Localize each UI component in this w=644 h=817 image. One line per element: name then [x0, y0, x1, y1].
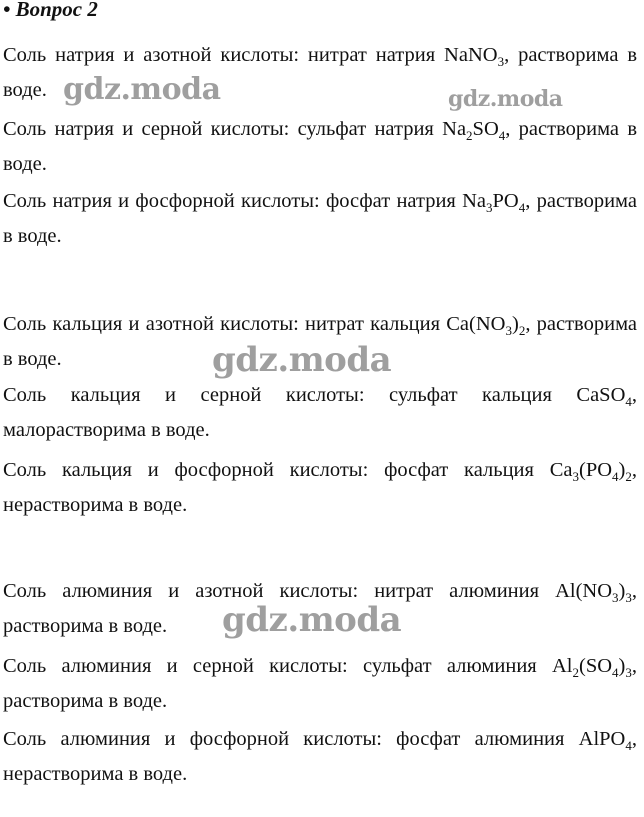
watermark: gdz.moda: [63, 72, 221, 107]
paragraph-aluminium-sulfate: Соль алюминия и серной кислоты: сульфат алюминия $Al_2(SO_4)_3$, растворима в воде.: [3, 655, 637, 712]
paragraph-aluminium-nitrate: Соль алюминия и азотной кислоты: нитрат алюминия $Al(NO_3)_3$, растворима в воде.: [3, 580, 637, 637]
question-heading: • Вопрос 2: [3, 0, 98, 21]
watermark: gdz.moda: [222, 600, 402, 640]
paragraph-sodium-sulfate: Соль натрия и серной кислоты: сульфат натрия $Na_2SO_4$, растворима в воде.: [3, 118, 637, 175]
paragraph-calcium-phosphate: Соль кальция и фосфорной кислоты: фосфат кальция $Ca_3(PO_4)_2$, нерастворима в воде.: [3, 459, 637, 516]
paragraph-sodium-phosphate: Соль натрия и фосфорной кислоты: фосфат натрия $Na_3PO_4$, растворима в воде.: [3, 190, 637, 247]
watermark: gdz.moda: [448, 86, 563, 112]
paragraph-calcium-sulfate: Соль кальция и серной кислоты: сульфат кальция CaSO$_4$, малорастворима в воде.: [3, 384, 637, 441]
watermark: gdz.moda: [212, 340, 392, 380]
paragraph-sodium-nitrate: Соль натрия и азотной кислоты: нитрат натрия NaNO$_3$, растворима в воде.: [3, 44, 637, 101]
paragraph-calcium-nitrate: Соль кальция и азотной кислоты: нитрат кальция $Ca(NO_3)_2$, растворима в воде.: [3, 313, 638, 370]
paragraph-aluminium-phosphate: Соль алюминия и фосфорной кислоты: фосфат алюминия AlPO$_4$, нерастворима в воде.: [3, 728, 637, 785]
